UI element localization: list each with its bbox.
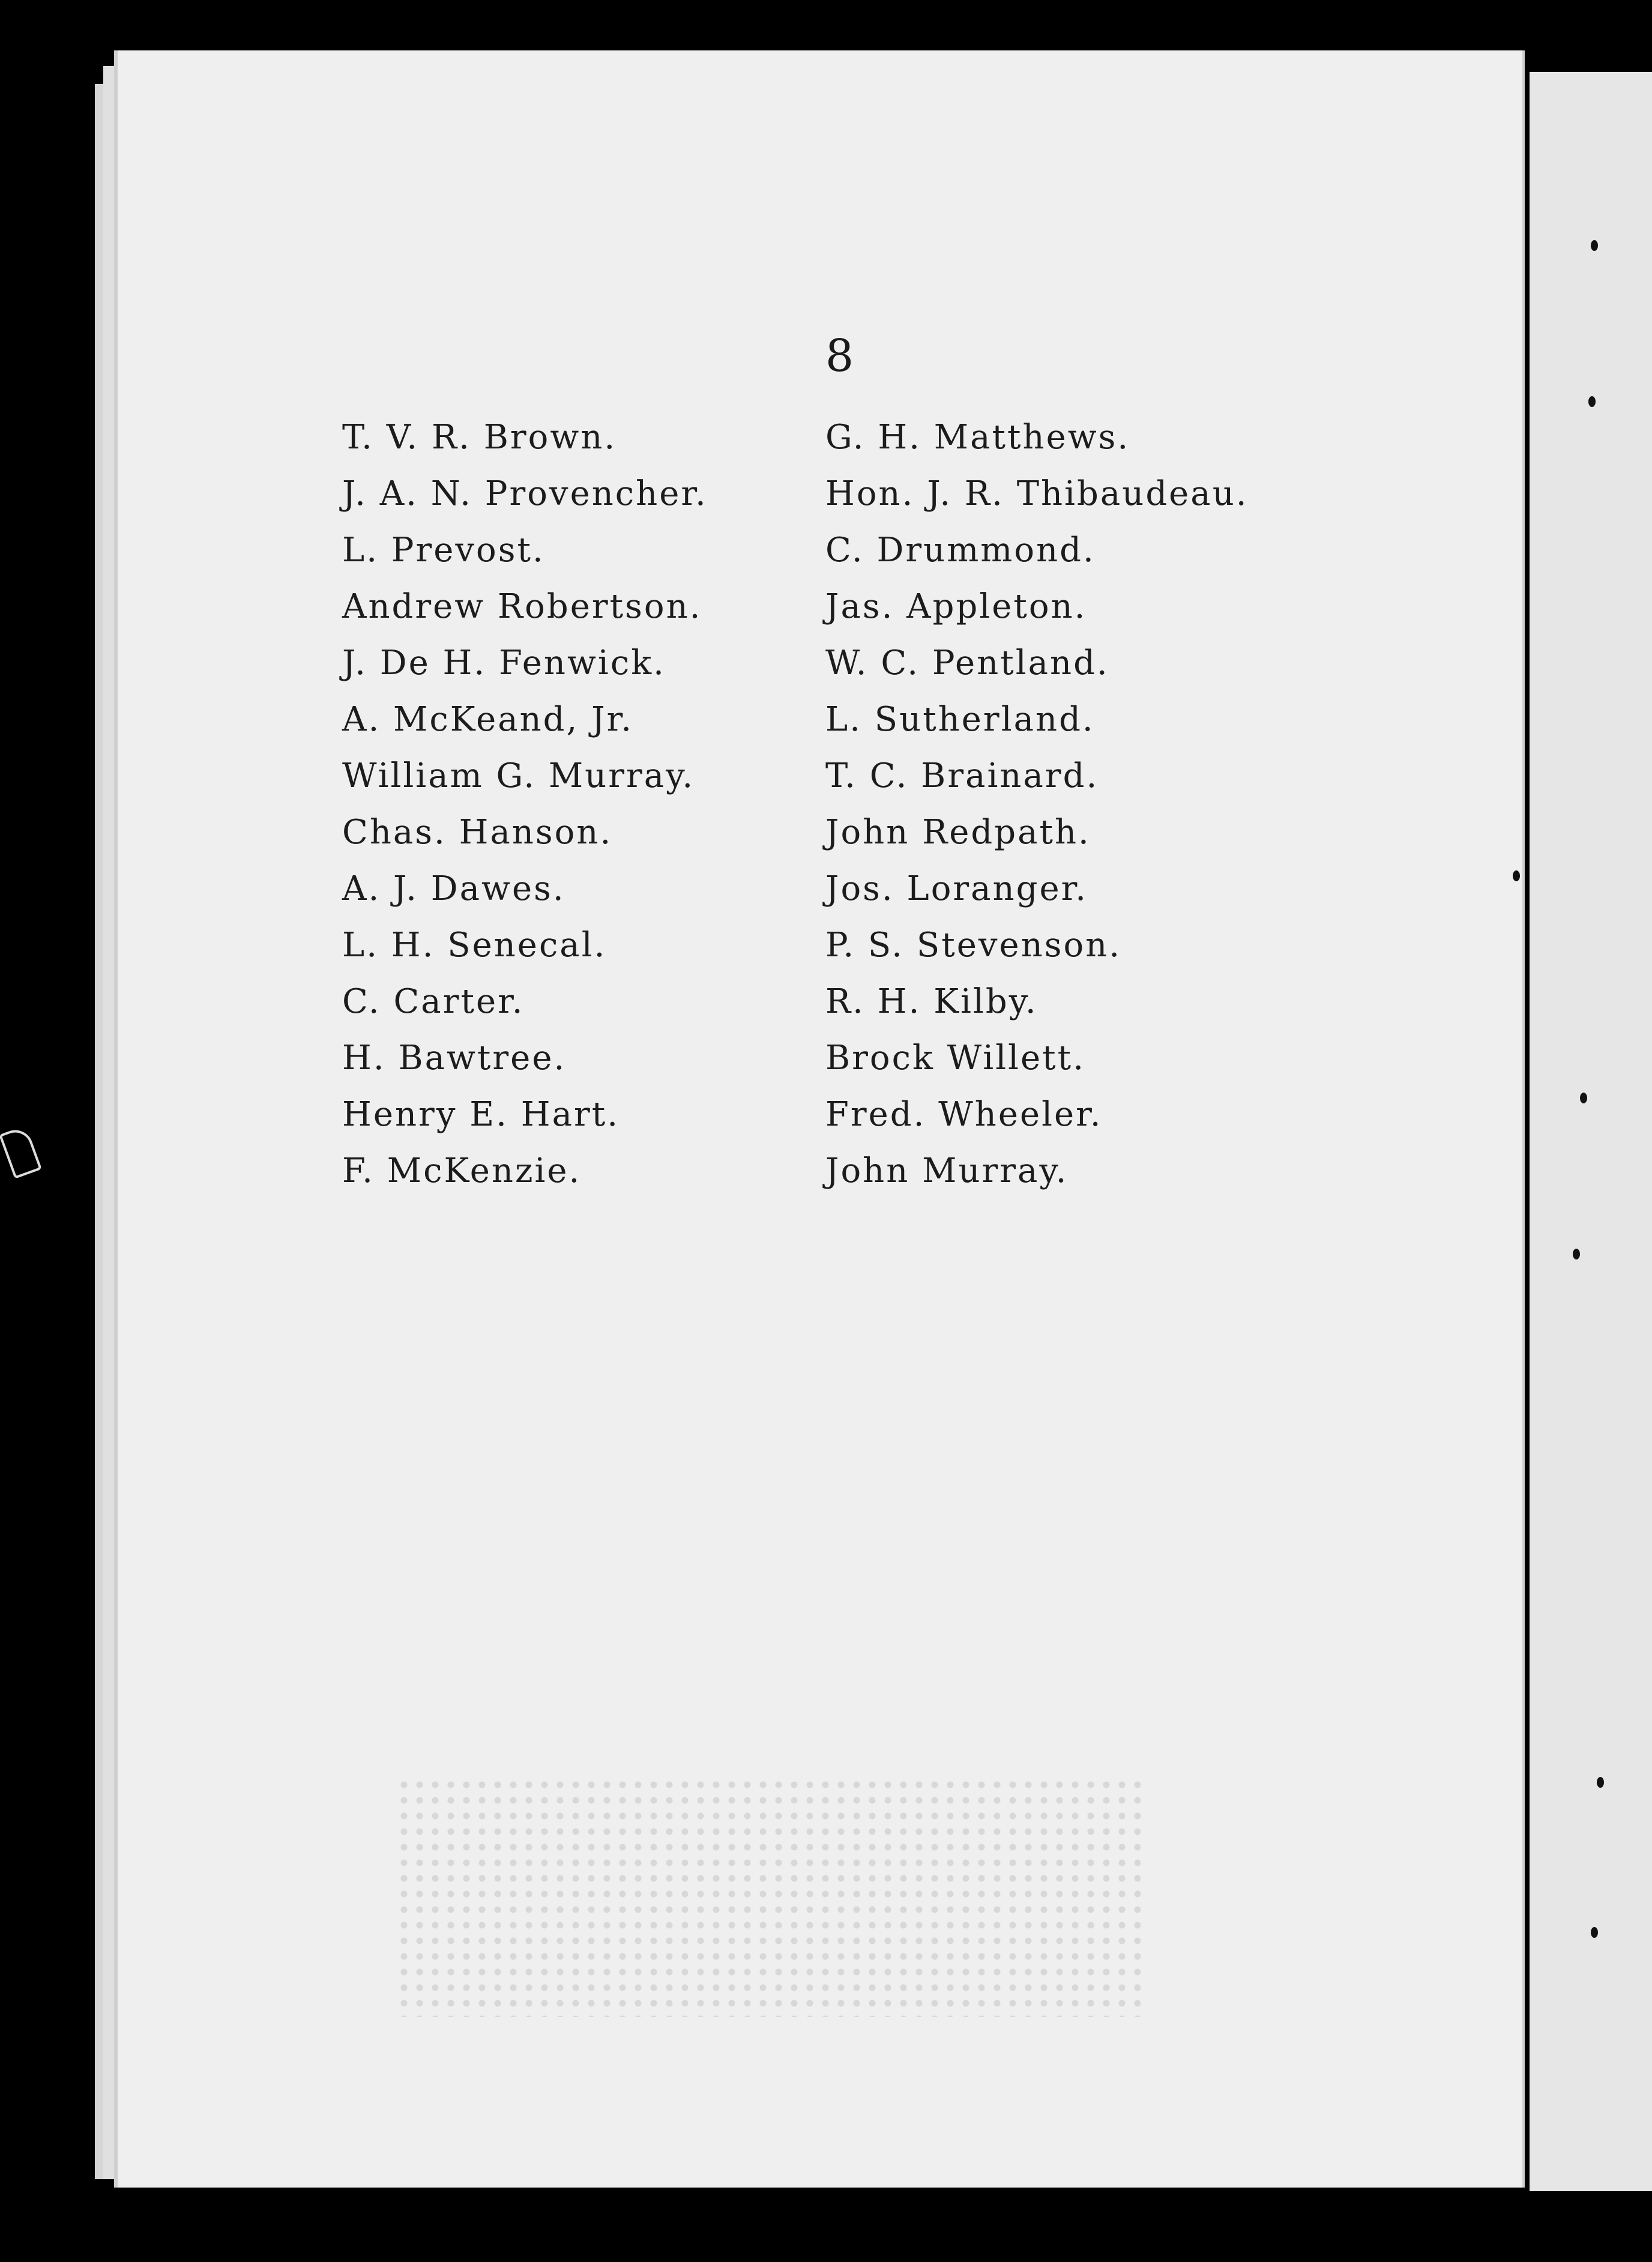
list-item: Chas. Hanson. bbox=[342, 813, 613, 852]
list-item: H. Bawtree. bbox=[342, 1039, 567, 1078]
perforated-stamp-showthrough bbox=[396, 1777, 1141, 2017]
list-item: L. Prevost. bbox=[342, 531, 545, 570]
speck bbox=[1580, 1093, 1587, 1103]
speck bbox=[1588, 396, 1596, 407]
list-item: Hon. J. R. Thibaudeau. bbox=[825, 474, 1249, 513]
list-item: P. S. Stevenson. bbox=[825, 926, 1122, 965]
list-item: Jas. Appleton. bbox=[825, 587, 1087, 626]
list-item: J. A. N. Provencher. bbox=[342, 474, 708, 513]
list-item: Fred. Wheeler. bbox=[825, 1095, 1103, 1134]
list-item: A. J. Dawes. bbox=[342, 869, 565, 908]
adjacent-page bbox=[1530, 72, 1652, 2191]
page-number: 8 bbox=[825, 330, 854, 382]
scan-mark-icon bbox=[0, 1125, 42, 1179]
list-item: T. C. Brainard. bbox=[825, 756, 1099, 795]
name-list-right bbox=[825, 409, 1249, 1199]
list-item: Brock Willett. bbox=[825, 1039, 1085, 1078]
speck bbox=[1513, 870, 1520, 881]
list-item: Henry E. Hart. bbox=[342, 1095, 620, 1134]
list-item: A. McKeand, Jr. bbox=[342, 700, 633, 739]
speck bbox=[1597, 1777, 1604, 1788]
speck bbox=[1573, 1249, 1580, 1259]
name-list-left bbox=[342, 409, 708, 1199]
list-item: W. C. Pentland. bbox=[825, 644, 1109, 683]
list-item: William G. Murray. bbox=[342, 756, 695, 795]
list-item: C. Drummond. bbox=[825, 531, 1096, 570]
list-item: J. De H. Fenwick. bbox=[342, 644, 666, 683]
list-item: John Redpath. bbox=[825, 813, 1091, 852]
list-item: G. H. Matthews. bbox=[825, 418, 1130, 457]
list-item: T. V. R. Brown. bbox=[342, 418, 617, 457]
speck bbox=[1591, 240, 1598, 251]
list-item: C. Carter. bbox=[342, 982, 525, 1021]
speck bbox=[1591, 1927, 1598, 1938]
list-item: R. H. Kilby. bbox=[825, 982, 1038, 1021]
list-item: F. McKenzie. bbox=[342, 1151, 582, 1190]
list-item: L. H. Senecal. bbox=[342, 926, 607, 965]
list-item: Andrew Robertson. bbox=[342, 587, 702, 626]
list-item: L. Sutherland. bbox=[825, 700, 1095, 739]
list-item: John Murray. bbox=[825, 1151, 1069, 1190]
list-item: Jos. Loranger. bbox=[825, 869, 1088, 908]
